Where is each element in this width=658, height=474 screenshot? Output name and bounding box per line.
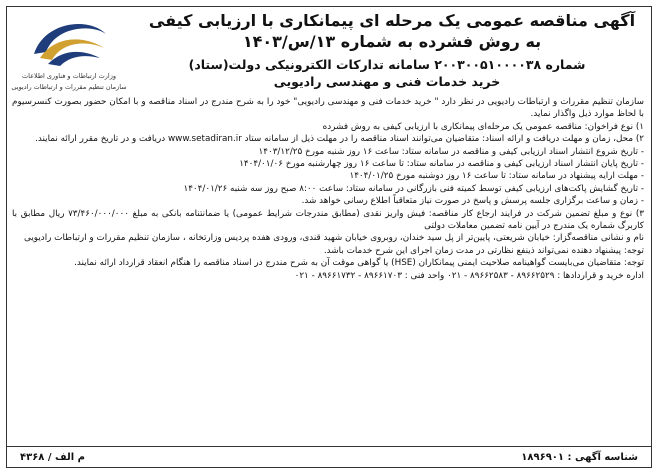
date-line-3: - مهلت ارایه پیشنهاد در سامانه ستاد: تا ساعت ۱۶ روز دوشنبه مورخ ۱۴۰۴/۰۱/۲۵	[349, 171, 644, 182]
notice-code: م الف / ۴۳۶۸	[20, 452, 85, 463]
notice-subtitle	[130, 56, 644, 90]
notice-footer	[6, 446, 652, 468]
item-4: نام و نشانی مناقصه‌گزار: خیابان شریعتی، پایین‌تر از پل سید خندان، روبروی خیابان شهید قندی، ورودی هفده پردیس وزارتخانه ، سازمان تنظیم مقررات و ارتباطات رادیویی	[24, 233, 644, 244]
note-2: توجه: متقاضیان می‌بایست گواهینامه صلاحیت ایمنی پیمانکاران (HSE) یا گواهی موقت آن به شرح مندرج در اسناد مناقصه را هنگام انعقاد قرارداد ارائه نمایند.	[74, 258, 644, 269]
notice-id: شناسه آگهی : ۱۸۹۶۹۰۱	[521, 452, 638, 463]
item-3: ۳) نوع و مبلغ تضمین شرکت در فرایند ارجاع کار مناقصه: فیش واریز نقدی (مطابق مندرجات شرایط عمومی) یا ضمانتنامه بانکی به مبلغ ۷۳/۴۶۰/۰۰۰/۰۰۰ ریال مطابق با کاربرگ شماره یک مندرج در آیین نامه تضمین معاملات دولتی	[12, 208, 644, 232]
date-line-4: - تاریخ گشایش پاکت‌های ارزیابی کیفی توسط کمیته فنی بازرگانی در سامانه ستاد: ساعت ۸:۰۰ صبح روز سه شنبه ۱۴۰۴/۰۱/۲۶	[183, 183, 644, 194]
setad-number-line: شماره ۲۰۰۳۰۰۵۱۰۰۰۰۳۸ سامانه تدارکات الکترونیکی دولت(ستاد)	[188, 57, 586, 72]
intro-paragraph: سازمان تنظیم مقررات و ارتباطات رادیویی در نظر دارد " خرید خدمات فنی و مهندسی رادیویی" خود را به شرح مندرج در اسناد مناقصه و با امکان حضور بصورت کنسرسیوم با لحاظ موارد ذیل واگذار نماید.	[12, 97, 644, 120]
contact-line: اداره خرید و قراردادها : ۸۹۶۶۲۵۲۹ - ۸۹۶۶۲۵۸۳ - ۰۲۱ واحد فنی : ۸۹۶۶۱۷۰۳ - ۸۹۶۶۱۷۳۲ - ۰۲۱	[294, 270, 644, 281]
service-name-line: خرید خدمات فنی و مهندسی رادیویی	[273, 74, 501, 89]
logo-ministry-text: وزارت ارتباطات و فناوری اطلاعات	[22, 72, 116, 80]
date-line-2: - تاریخ پایان انتشار اسناد ارزیابی کیفی و مناقصه در سامانه ستاد: تا ساعت ۱۶ روز چهارشنبه مورخ ۱۴۰۴/۰۱/۰۶	[239, 159, 644, 170]
item-2: ۲) محل، زمان و مهلت دریافت و ارائه اسناد: متقاضیان می‌توانند اسناد مناقصه را در مهلت ذیل از سامانه ستاد www.setadiran.ir دریافت و در تاریخ مقرر ارائه نمایند.	[35, 134, 644, 145]
cra-emblem-icon	[26, 14, 112, 70]
logo-organization-text: سازمان تنظیم مقررات و ارتباطات رادیویی	[11, 83, 127, 91]
notice-title: آگهی مناقصه عمومی یک مرحله ای پیمانکاری با ارزیابی کیفی به روش فشرده به شماره ۱۳/س/۱۴۰۳	[148, 11, 636, 51]
date-line-5: - زمان و ساعت برگزاری جلسه پرسش و پاسخ در صورت نیاز متعاقباً اطلاع رسانی خواهد شد.	[301, 196, 644, 207]
notice-body	[12, 96, 644, 282]
date-line-1: - تاریخ شروع انتشار اسناد ارزیابی کیفی و مناقصه در سامانه ستاد: ساعت ۱۶ روز شنبه مورخ ۱۴۰۳/۱۲/۲۵	[258, 146, 644, 157]
item-1: ۱) نوع فراخوان: مناقصه عمومی یک مرحله‌ای پیمانکاری با ارزیابی کیفی به روش فشرده	[322, 121, 644, 132]
note-1: توجه: پیشنهاد دهنده نمی‌تواند ذینفع نظارتی در مدت زمان اجرای این شرح خدمات باشد.	[323, 245, 644, 256]
